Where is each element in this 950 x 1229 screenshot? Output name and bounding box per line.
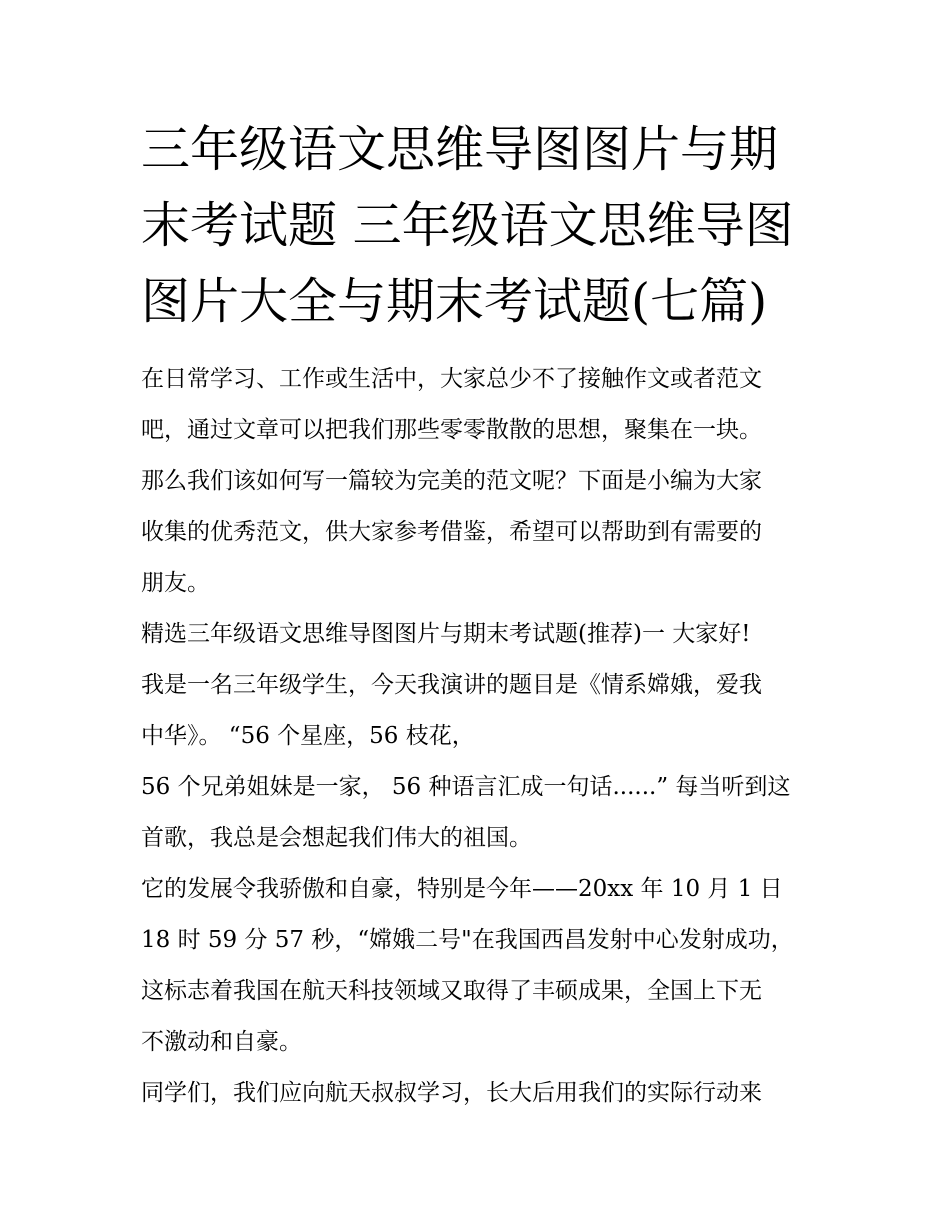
body-line: 18 时 59 分 57 秒，“嫦娥二号"在我国西昌发射中心发射成功， — [141, 927, 794, 953]
document-title — [141, 112, 821, 340]
body-line: 同学们，我们应向航天叔叔学习，长大后用我们的实际行动来 — [141, 1080, 762, 1106]
body-line: 它的发展令我骄傲和自豪，特别是今年——20xx 年 10 月 1 日 — [141, 876, 783, 902]
title-line: 末考试题 三年级语文思维导图 — [141, 197, 794, 254]
title-line: 三年级语文思维导图图片与期 — [141, 121, 779, 178]
document-body — [141, 354, 831, 1119]
body-line: 首歌，我总是会想起我们伟大的祖国。 — [141, 825, 532, 851]
body-line: 那么我们该如何写一篇较为完美的范文呢？下面是小编为大家 — [141, 468, 762, 494]
body-line: 精选三年级语文思维导图图片与期末考试题(推荐)一 大家好! — [141, 621, 751, 647]
body-line: 这标志着我国在航天科技领域又取得了丰硕成果，全国上下无 — [141, 978, 762, 1004]
body-line: 朋友。 — [141, 570, 210, 596]
body-line: 收集的优秀范文，供大家参考借鉴，希望可以帮助到有需要的 — [141, 519, 762, 545]
body-line: 吧，通过文章可以把我们那些零零散散的思想，聚集在一块。 — [141, 417, 762, 443]
body-line: 不激动和自豪。 — [141, 1029, 302, 1055]
body-line: 56 个兄弟姐妹是一家， 56 种语言汇成一句话......” 每当听到这 — [141, 774, 791, 800]
body-line: 在日常学习、工作或生活中，大家总少不了接触作文或者范文 — [141, 366, 762, 392]
body-line: 我是一名三年级学生，今天我演讲的题目是《情系嫦娥，爱我 — [141, 672, 762, 698]
body-line: 中华》。 “56 个星座，56 枝花， — [141, 723, 475, 749]
title-line: 图片大全与期末考试题(七篇) — [141, 273, 768, 330]
